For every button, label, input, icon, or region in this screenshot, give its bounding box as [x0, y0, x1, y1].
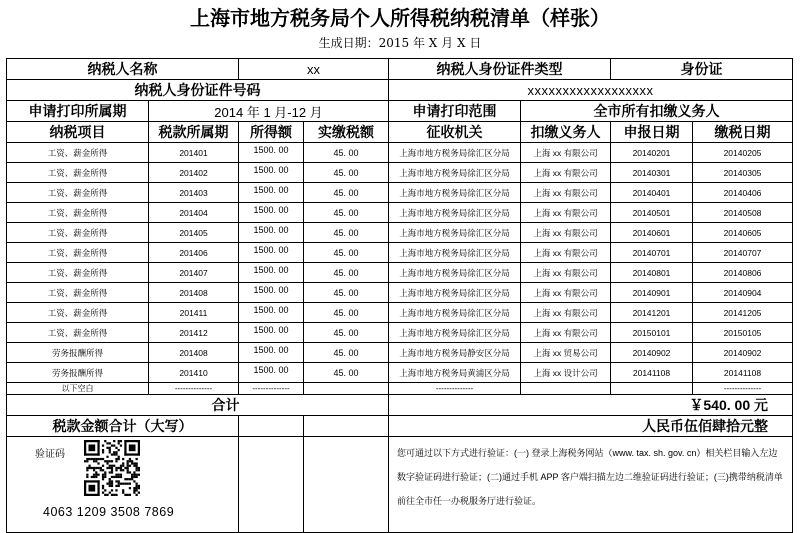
payment-date: 20140902: [693, 343, 793, 363]
table-row: [7, 283, 793, 303]
income-amount: 1500. 00: [239, 343, 304, 363]
tax-office: 上海市地方税务局徐汇区分局: [389, 183, 521, 203]
withholding-agent: 上海 xx 有限公司: [521, 323, 611, 343]
payment-date: 20150105: [693, 323, 793, 343]
declare-date: 20140902: [611, 343, 693, 363]
id-type-value: 身份证: [611, 59, 793, 80]
tax-item: 工资、薪金所得: [7, 243, 149, 263]
tax-period: 201402: [149, 163, 239, 183]
table-row: [7, 223, 793, 243]
payment-date: 20140205: [693, 143, 793, 163]
empty-note-row: [7, 383, 793, 395]
table-row: [7, 203, 793, 223]
column-header: 征收机关: [389, 122, 521, 143]
tax-item: 工资、薪金所得: [7, 323, 149, 343]
tax-office: 上海市地方税务局徐汇区分局: [389, 143, 521, 163]
taxpayer-name-value: xx: [239, 59, 389, 80]
taxpayer-name-label: 纳税人名称: [7, 59, 239, 80]
income-amount: 1500. 00: [239, 163, 304, 183]
tax-office: 上海市地方税务局徐汇区分局: [389, 303, 521, 323]
column-header: 实缴税额: [304, 122, 389, 143]
tax-item: 工资、薪金所得: [7, 223, 149, 243]
income-amount: 1500. 00: [239, 183, 304, 203]
payment-date: 20140508: [693, 203, 793, 223]
tax-paid: 45. 00: [304, 263, 389, 283]
tax-item: 工资、薪金所得: [7, 263, 149, 283]
tax-item: 工资、薪金所得: [7, 163, 149, 183]
payment-date: 20140605: [693, 223, 793, 243]
column-header: 纳税项目: [7, 122, 149, 143]
tax-paid: 45. 00: [304, 203, 389, 223]
qr-code[interactable]: [84, 440, 140, 496]
income-amount: 1500. 00: [239, 263, 304, 283]
tax-item: 工资、薪金所得: [7, 143, 149, 163]
payment-date: 20140806: [693, 263, 793, 283]
withholding-agent: 上海 xx 有限公司: [521, 143, 611, 163]
table-row: [7, 303, 793, 323]
table-row: [7, 143, 793, 163]
table-row: [7, 323, 793, 343]
declare-date: 20140701: [611, 243, 693, 263]
table-row: [7, 263, 793, 283]
total-label: 合计: [7, 395, 389, 416]
payment-date: 20140904: [693, 283, 793, 303]
column-header: 缴税日期: [693, 122, 793, 143]
verify-code-label: 验证码: [35, 449, 65, 460]
income-amount: 1500. 00: [239, 243, 304, 263]
column-header: 所得额: [239, 122, 304, 143]
declare-date: 20141108: [611, 363, 693, 383]
tax-paid: 45. 00: [304, 243, 389, 263]
tax-period: 201408: [149, 283, 239, 303]
tax-period: 201404: [149, 203, 239, 223]
column-header: 扣缴义务人: [521, 122, 611, 143]
column-header: 税款所属期: [149, 122, 239, 143]
tax-item: 劳务报酬所得: [7, 343, 149, 363]
tax-office: 上海市地方税务局徐汇区分局: [389, 323, 521, 343]
income-amount: 1500. 00: [239, 323, 304, 343]
tax-period: 201412: [149, 323, 239, 343]
table-row: [7, 183, 793, 203]
withholding-agent: 上海 xx 有限公司: [521, 263, 611, 283]
tax-office: 上海市地方税务局黄浦区分局: [389, 363, 521, 383]
tax-item: 工资、薪金所得: [7, 283, 149, 303]
dash-fill: --------------: [149, 383, 239, 395]
payment-date: 20141108: [693, 363, 793, 383]
withholding-agent: 上海 xx 有限公司: [521, 223, 611, 243]
tax-paid: 45. 00: [304, 163, 389, 183]
tax-period: 201401: [149, 143, 239, 163]
declare-date: 20140401: [611, 183, 693, 203]
id-number-label: 纳税人身份证件号码: [7, 80, 389, 101]
tax-office: 上海市地方税务局徐汇区分局: [389, 263, 521, 283]
dash-fill: --------------: [389, 383, 521, 395]
declare-date: 20140301: [611, 163, 693, 183]
tax-paid: 45. 00: [304, 363, 389, 383]
column-header-row: [7, 122, 793, 143]
tax-period: 201408: [149, 343, 239, 363]
table-row: [7, 163, 793, 183]
amount-in-words-value: 人民币伍佰肆拾元整: [389, 416, 793, 437]
tax-item: 工资、薪金所得: [7, 203, 149, 223]
tax-list-table: [6, 58, 793, 533]
payment-date: 20140406: [693, 183, 793, 203]
table-row: [7, 343, 793, 363]
tax-paid: 45. 00: [304, 283, 389, 303]
column-header: 申报日期: [611, 122, 693, 143]
declare-date: 20140501: [611, 203, 693, 223]
withholding-agent: 上海 xx 有限公司: [521, 303, 611, 323]
tax-office: 上海市地方税务局徐汇区分局: [389, 203, 521, 223]
tax-period: 201403: [149, 183, 239, 203]
declare-date: 20140601: [611, 223, 693, 243]
tax-office: 上海市地方税务局徐汇区分局: [389, 163, 521, 183]
amount-in-words-label: 税款金额合计（大写）: [7, 416, 239, 437]
income-amount: 1500. 00: [239, 363, 304, 383]
withholding-agent: 上海 xx 有限公司: [521, 203, 611, 223]
payment-date: 20141205: [693, 303, 793, 323]
tax-item: 劳务报酬所得: [7, 363, 149, 383]
generated-date: 生成日期：2015 年 X 月 X 日: [318, 36, 482, 50]
tax-item: 工资、薪金所得: [7, 303, 149, 323]
tax-period: 201411: [149, 303, 239, 323]
withholding-agent: 上海 xx 设计公司: [521, 363, 611, 383]
verify-code-number: 4063 1209 3508 7869: [43, 505, 175, 519]
withholding-agent: 上海 xx 有限公司: [521, 183, 611, 203]
id-number-value: xxxxxxxxxxxxxxxxxx: [389, 80, 793, 101]
period-value: 2014 年 1 月-12 月: [149, 101, 389, 122]
dash-fill: --------------: [693, 383, 793, 395]
tax-period: 201405: [149, 223, 239, 243]
range-label: 申请打印范围: [389, 101, 521, 122]
tax-paid: 45. 00: [304, 323, 389, 343]
income-amount: 1500. 00: [239, 223, 304, 243]
table-row: [7, 243, 793, 263]
tax-period: 201406: [149, 243, 239, 263]
verify-instructions: 您可通过以下方式进行验证：(一) 登录上海税务网站（www. tax. sh. gov. cn）相关栏目输入左边数字验证码进行验证；(二)通过手机 APP 客户端扫描左边二维验证码进行验证；(三)携带纳税清单前往全市任一办税服务厅进行验证。: [389, 437, 793, 533]
declare-date: 20140801: [611, 263, 693, 283]
table-row: [7, 363, 793, 383]
declare-date: 20140901: [611, 283, 693, 303]
tax-paid: 45. 00: [304, 183, 389, 203]
declare-date: 20141201: [611, 303, 693, 323]
tax-paid: 45. 00: [304, 143, 389, 163]
declare-date: 20150101: [611, 323, 693, 343]
payment-date: 20140305: [693, 163, 793, 183]
id-type-label: 纳税人身份证件类型: [389, 59, 611, 80]
income-amount: 1500. 00: [239, 283, 304, 303]
tax-item: 工资、薪金所得: [7, 183, 149, 203]
document-title: 上海市地方税务局个人所得税纳税清单（样张）: [190, 6, 610, 30]
declare-date: 20140201: [611, 143, 693, 163]
income-amount: 1500. 00: [239, 203, 304, 223]
period-label: 申请打印所属期: [7, 101, 149, 122]
income-amount: 1500. 00: [239, 303, 304, 323]
dash-fill: --------------: [239, 383, 304, 395]
withholding-agent: 上海 xx 贸易公司: [521, 343, 611, 363]
payment-date: 20140707: [693, 243, 793, 263]
tax-paid: 45. 00: [304, 343, 389, 363]
tax-paid: 45. 00: [304, 303, 389, 323]
empty-note: 以下空白: [7, 383, 149, 395]
tax-office: 上海市地方税务局徐汇区分局: [389, 223, 521, 243]
range-value: 全市所有扣缴义务人: [521, 101, 793, 122]
tax-office: 上海市地方税务局徐汇区分局: [389, 283, 521, 303]
withholding-agent: 上海 xx 有限公司: [521, 243, 611, 263]
tax-period: 201407: [149, 263, 239, 283]
tax-paid: 45. 00: [304, 223, 389, 243]
tax-office: 上海市地方税务局静安区分局: [389, 343, 521, 363]
total-value: ￥540. 00 元: [389, 395, 793, 416]
income-amount: 1500. 00: [239, 143, 304, 163]
withholding-agent: 上海 xx 有限公司: [521, 163, 611, 183]
tax-office: 上海市地方税务局徐汇区分局: [389, 243, 521, 263]
withholding-agent: 上海 xx 有限公司: [521, 283, 611, 303]
tax-period: 201410: [149, 363, 239, 383]
